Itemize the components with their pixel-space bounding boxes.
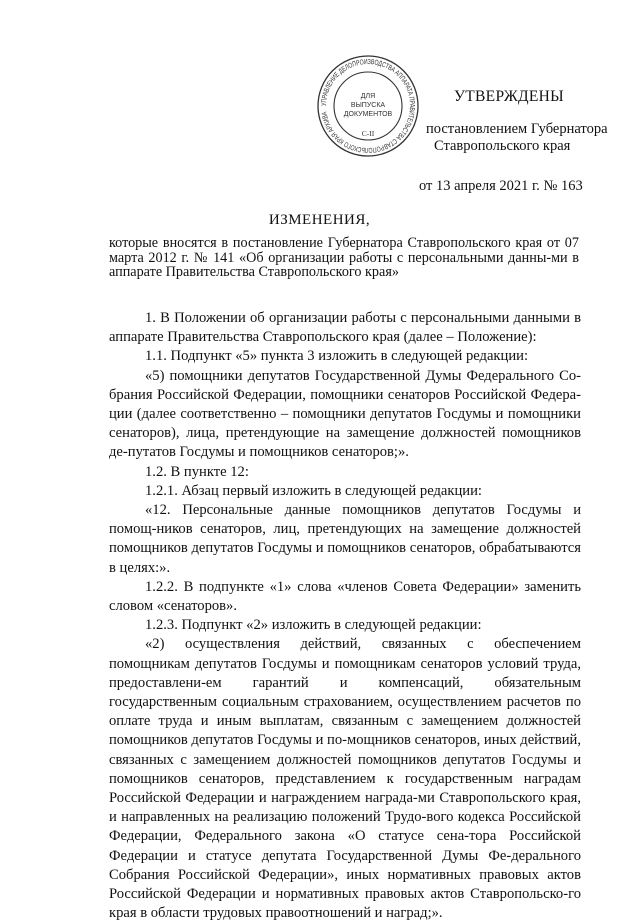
paragraph: 1.2. В пункте 12: (145, 463, 249, 480)
paragraph: 1. В Положении об организации работы с персональными данными в аппарате Правительства Ставропольского края (далее – Положение): (109, 310, 581, 346)
paragraph: «5) помощники депутатов Государственной Думы Федерального Со-брания Российской Федерации, помощники сенаторов Российской Федера-ции (далее соответственно – помощники депутатов Госдумы и помощники сенаторов), лица, претендующие на замещение должностей помощников де-путатов Госдумы и помощников сенаторов;». (109, 367, 581, 461)
approval-block (419, 88, 631, 195)
approval-line-1: постановлением Губернатора (426, 121, 608, 137)
stamp-center-line-1: ДЛЯ (360, 93, 376, 100)
document-body (109, 309, 581, 924)
stamp-ring-text: УПРАВЛЕНИЕ ДЕЛОПРОИЗВОДСТВА АППАРАТА ПРАВИТЕЛЬСТВА СТАВРОПОЛЬСКОГО КРАЯ АРХИВА (318, 56, 418, 156)
paragraph: «12. Персональные данные помощников депутатов Госдумы и помощ-ников сенаторов, лиц, претендующих на замещение должностей помощников депутатов Госдумы и помощников сенаторов, обрабатываются в целях:». (109, 502, 581, 576)
document-title: ИЗМЕНЕНИЯ, (268, 212, 371, 228)
document-subtitle: которые вносятся в постановление Губернатора Ставропольского края от 07 марта 2012 г. № 141 «Об организации работы с персональными данны-ми в аппарате Правительства Ставропольского края» (109, 235, 579, 280)
paragraph: 1.1. Подпункт «5» пункта 3 изложить в следующей редакции: (145, 348, 529, 365)
stamp-center-line-2: ВЫПУСКА (350, 102, 386, 109)
approval-heading: УТВЕРЖДЕНЫ (454, 88, 564, 105)
stamp-code: С-II (361, 129, 375, 138)
paragraph: «2) осуществления действий, связанных с обеспечением помощникам депутатов Госдумы и помощникам сенаторов условий труда, предоставлени-ем гарантий и компенсаций, обязательным государственным социальным страхованием, осуществлением расчетов по оплате труда и иным выплатам, связанным с замещением должностей помощников депутатов Госдумы и по-мощников сенаторов, иных действий, связанных с замещением должностей помощников депутатов Госдумы и помощников сенаторов, представлением к государственным наградам Российской Федерации и награждением награда-ми Ставропольского края, и направленных на реализацию положений Трудо-вого кодекса Российской Федерации, Федерального закона «О статусе сена-тора Российской Федерации и статусе депутата Государственной Думы Фе-дерального Собрания Российской Федерации», иных нормативных правовых актов Российской Федерации и нормативных правовых актов Ставропольско-го края в области трудовых правоотношений и наград;». (109, 636, 582, 922)
paragraph: 1.2.3. Подпункт «2» изложить в следующей редакции: (145, 617, 482, 634)
approval-date: от 13 апреля 2021 г. № 163 (419, 178, 583, 194)
approval-line-2: Ставропольского края (434, 138, 571, 154)
document-stamp (316, 54, 420, 158)
paragraph: 1.2.1. Абзац первый изложить в следующей редакции: (145, 482, 482, 499)
stamp-seal (316, 54, 420, 158)
paragraph: 1.2.2. В подпункте «1» слова «членов Совета Федерации» заменить словом «сенаторов». (109, 578, 581, 615)
stamp-center-line-3: ДОКУМЕНТОВ (343, 111, 393, 118)
